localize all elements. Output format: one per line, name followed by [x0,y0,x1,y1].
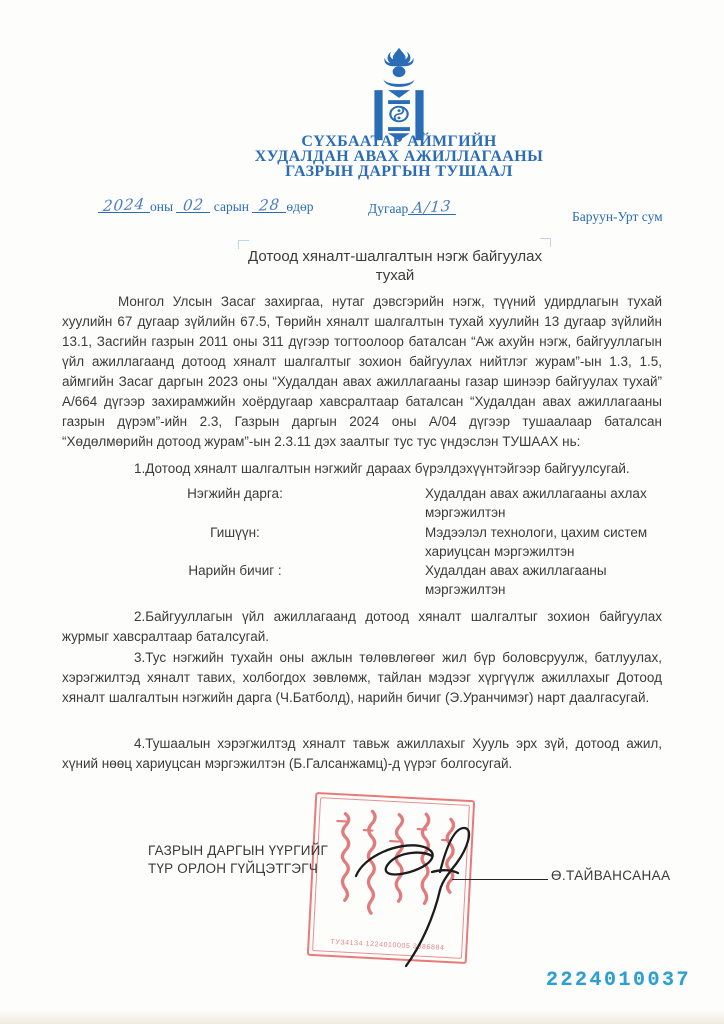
order-item-3: 3.Тус нэгжийн тухайн оны ажлын төлөвлөгөөг жил бүр боловсруулж, батлуулах, хэрэгжилтэд хяналт тавих, холбогдох зөвлөмж, тайлан мэдээг хүргүүлж ажиллахыг Дотоод хяналт шалгалтын нэгжийн дарга (Ч.Батболд), нарийн бичиг (Э.Уранчимэг) нарт даалгасугай. [62,650,662,705]
composition-role: Гишүүн: [210,525,260,540]
composition-row [140,561,660,599]
composition-person: Худалдан авах ажиллагааны мэргэжилтэн [425,563,607,597]
letterhead-line3: ГАЗРЫН ДАРГЫН ТУШААЛ [285,163,513,180]
order-item-4: 4.Тушаалын хэрэгжилтэд хяналт тавьж ажиллахыг Хууль эрх зүй, дотоод ажил, хүний нөөц хариуцсан мэргэжилтэн (Б.Галсанжамц)-д үүрэг болгосугай. [62,736,662,771]
day-handwritten: 28 [258,195,281,215]
signatory-position-line2: ТҮР ОРЛОН ГҮЙЦЭТГЭГЧ [148,861,318,876]
letterhead-line1: СҮХБААТАР АЙМГИЙН [301,133,497,150]
month-label: сарын [213,199,249,214]
number-underline [408,196,456,218]
registry-number-stamp: 2224010037 [546,969,692,992]
composition-person: Мэдээлэл технологи, цахим систем хариуцсан мэргэжилтэн [425,525,648,559]
flame-icon [384,48,413,66]
number-label: Дугаар [368,201,409,216]
year-label: оны [150,199,174,214]
day-underline [252,195,286,215]
month-underline [176,195,210,215]
stamp-serial-number: ТУЗ4134 1224010005 3086884 [330,938,445,952]
year-underline [98,194,150,216]
document-title [95,247,695,285]
composition-person: Худалдан авах ажиллагааны ахлах мэргэжилтэн [425,486,647,520]
signatory-position [148,842,328,878]
year-handwritten: 2024 [102,194,146,216]
composition-role: Нарийн бичиг : [188,563,282,578]
moon-icon [384,79,415,87]
signature-ink [328,812,528,982]
signatory-name: Ө.ТАЙВАНСАНАА [551,868,671,883]
number-handwritten: А/13 [411,196,453,218]
document-title-line1: Дотоод хяналт-шалгалтын нэгж байгуулах [248,248,542,265]
date-line [98,194,314,216]
order-item-1: 1.Дотоод хяналт шалгалтын нэгжийг дараах бүрэлдэхүүнтэйгээр байгуулсугай. [134,461,630,476]
composition-role: Нэгжийн дарга: [187,486,283,501]
location-label: Баруун-Урт сум [572,209,663,224]
signature-line [452,879,548,880]
composition-row [140,523,660,561]
day-label: өдөр [286,199,314,214]
order-item-2: 2.Байгууллагын үйл ажиллагаанд дотоод хяналт шалгалтыг зохион байгуулах журмыг хавсралтаар баталсугай. [62,609,662,644]
soyombo-emblem [358,47,440,141]
month-handwritten: 02 [182,195,205,215]
letterhead-line2: ХУДАЛДАН АВАХ АЖИЛЛАГААНЫ [254,148,544,165]
preamble-paragraph: Монгол Улсын Засаг захиргаа, нутаг дэвсгэрийн нэгж, түүний удирдлагын тухай хуулийн 67 дугаар зүйлийн 67.5, Төрийн хяналт шалгалтын тухай хуулийн 13 дугаар зүйлийн 13.1, Засгийн газрын 2011 оны 311 дүгээр тогтоолоор баталсан “Аж ахуйн нэгж, байгууллагын үйл ажиллагаанд дотоод хяналт шалгалтыг зохион байгуулах нийтлэг журам”-ын 1.3, 1.5, аймгийн Засаг даргын 2023 оны “Худалдан авах ажиллагааны газар шинээр байгуулах тухай” А/664 дүгээр захирамжийн хоёрдугаар хавсралтаар баталсан “Худалдан авах ажиллагааны газрын дүрэм”-ийн 2.3, Газрын даргын 2024 оны А/04 дүгээр тушаалаар баталсан “Хөдөлмөрийн дотоод журам”-ын 2.3.11 дэх заалтыг тус тус үндэслэн ТУШААХ нь: [62,294,662,449]
letterhead [74,134,724,179]
composition-row [140,484,660,522]
document-title-line2: тухай [375,267,415,284]
title-frame-corner-right [540,238,551,247]
document-number [368,196,456,218]
signatory-position-line1: ГАЗРЫН ДАРГЫН ҮҮРГИЙГ [148,843,329,858]
sun-icon [393,66,406,77]
